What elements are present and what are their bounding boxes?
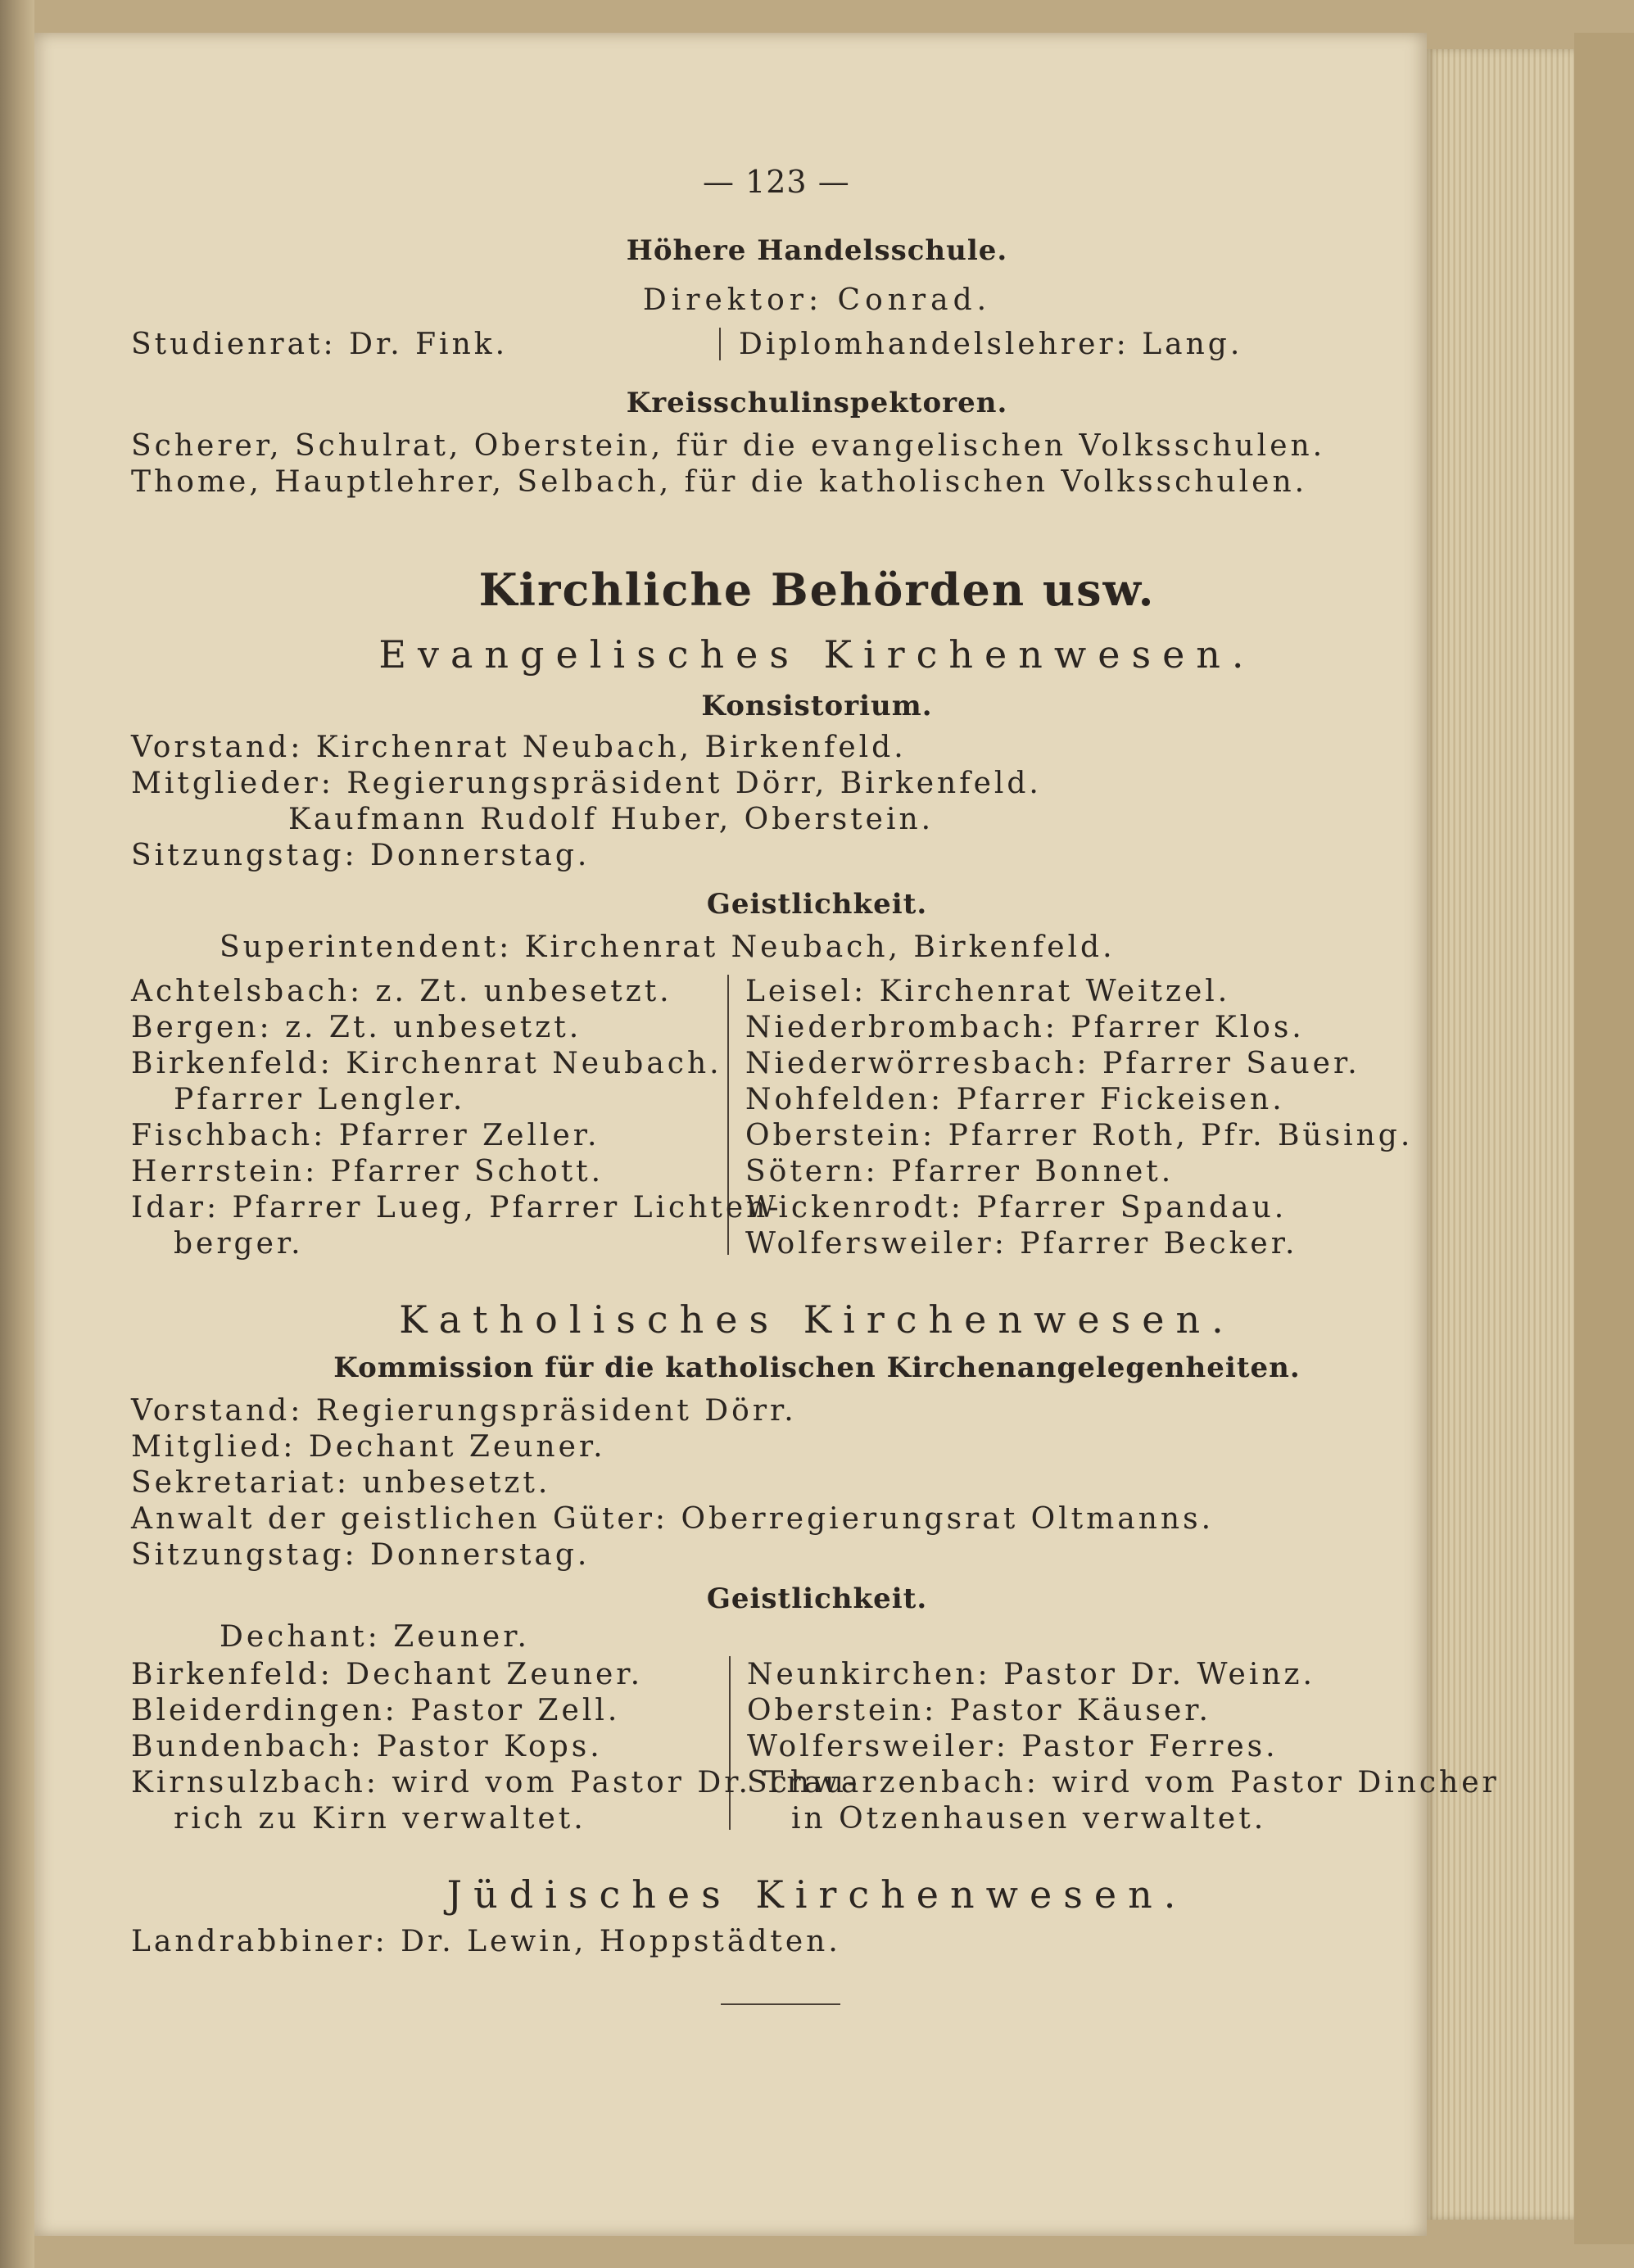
handelsschule-diplomhandelslehrer: Diplomhandelslehrer: Lang. (739, 328, 1243, 361)
list-item: Leisel: Kirchenrat Weitzel. (745, 975, 1231, 1008)
list-item: Bergen: z. Zt. unbesetzt. (131, 1011, 582, 1044)
list-item: Sötern: Pfarrer Bonnet. (745, 1155, 1175, 1188)
handelsschule-studienrat: Studienrat: Dr. Fink. (131, 328, 509, 361)
list-item: rich zu Kirn verwaltet. (174, 1802, 586, 1836)
katholisch-heading: Katholisches Kirchenwesen. (399, 1297, 1235, 1342)
list-item: Schwarzenbach: wird vom Pastor Dincher (747, 1766, 1500, 1799)
list-item: Bleiderdingen: Pastor Zell. (131, 1694, 621, 1727)
kreisschul-heading: Kreisschulinspektoren. (626, 387, 1008, 419)
katholisch-sitzungstag: Sitzungstag: Donnerstag. (131, 1538, 591, 1572)
list-item: Niederbrombach: Pfarrer Klos. (745, 1011, 1305, 1044)
list-item: Birkenfeld: Kirchenrat Neubach. (131, 1047, 722, 1080)
evangelisch-mitglieder-2: Kaufmann Rudolf Huber, Oberstein. (288, 803, 935, 836)
list-item: berger. (174, 1227, 304, 1261)
katholisch-anwalt: Anwalt der geistlichen Güter: Oberregierungsrat Oltmanns. (131, 1502, 1215, 1536)
katholisch-geistlichkeit-heading: Geistlichkeit. (706, 1582, 928, 1615)
list-item: Pfarrer Lengler. (174, 1083, 466, 1116)
juedisch-heading: Jüdisches Kirchenwesen. (446, 1872, 1188, 1917)
list-item: Wolfersweiler: Pfarrer Becker. (745, 1227, 1298, 1261)
list-item: Wickenrodt: Pfarrer Spandau. (745, 1191, 1288, 1225)
kommission-heading: Kommission für die katholischen Kirchenangelegenheiten. (333, 1351, 1301, 1384)
katholisch-vorstand: Vorstand: Regierungspräsident Dörr. (131, 1394, 797, 1428)
list-item: Nohfelden: Pfarrer Fickeisen. (745, 1083, 1285, 1116)
kreisschul-line-2: Thome, Hauptlehrer, Selbach, für die katholischen Volksschulen. (131, 465, 1308, 499)
list-item: Herrstein: Pfarrer Schott. (131, 1155, 604, 1188)
list-item: Oberstein: Pastor Käuser. (747, 1694, 1211, 1727)
juedisch-landrabbiner: Landrabbiner: Dr. Lewin, Hoppstädten. (131, 1925, 841, 1958)
handelsschule-heading: Höhere Handelsschule. (626, 234, 1008, 267)
konsistorium-heading: Konsistorium. (701, 690, 933, 722)
kreisschul-line-1: Scherer, Schulrat, Oberstein, für die evangelischen Volksschulen. (131, 429, 1326, 463)
katholisch-dechant: Dechant: Zeuner. (220, 1620, 530, 1654)
handelsschule-director: Direktor: Conrad. (642, 283, 992, 317)
book-spine (0, 0, 34, 2268)
evangelisch-geistlichkeit-heading: Geistlichkeit. (706, 888, 928, 921)
column-divider (719, 328, 721, 360)
katholisch-sekretariat: Sekretariat: unbesetzt. (131, 1466, 551, 1500)
evangelisch-heading: Evangelisches Kirchenwesen. (378, 632, 1256, 677)
list-item: Idar: Pfarrer Lueg, Pfarrer Lichten- (131, 1191, 782, 1225)
list-item: Kirnsulzbach: wird vom Pastor Dr. Trau- (131, 1766, 861, 1799)
list-item: Fischbach: Pfarrer Zeller. (131, 1119, 600, 1152)
list-item: Bundenbach: Pastor Kops. (131, 1730, 603, 1763)
list-item: in Otzenhausen verwaltet. (791, 1802, 1267, 1836)
evangelisch-superintendent: Superintendent: Kirchenrat Neubach, Birkenfeld. (220, 930, 1116, 964)
evangelisch-sitzungstag: Sitzungstag: Donnerstag. (131, 839, 591, 872)
main-section-title: Kirchliche Behörden usw. (478, 564, 1156, 616)
list-item: Birkenfeld: Dechant Zeuner. (131, 1658, 644, 1691)
list-item: Niederwörresbach: Pfarrer Sauer. (745, 1047, 1360, 1080)
evangelisch-vorstand: Vorstand: Kirchenrat Neubach, Birkenfeld. (131, 731, 907, 764)
list-item: Wolfersweiler: Pastor Ferres. (747, 1730, 1279, 1763)
column-divider (729, 1656, 731, 1830)
evangelisch-mitglieder: Mitglieder: Regierungspräsident Dörr, Birkenfeld. (131, 767, 1042, 800)
list-item: Neunkirchen: Pastor Dr. Weinz. (747, 1658, 1315, 1691)
katholisch-mitglied: Mitglied: Dechant Zeuner. (131, 1430, 606, 1464)
end-rule (721, 2003, 840, 2005)
list-item: Achtelsbach: z. Zt. unbesetzt. (131, 975, 672, 1008)
page-number: — 123 — (703, 164, 850, 200)
list-item: Oberstein: Pfarrer Roth, Pfr. Büsing. (745, 1119, 1414, 1152)
